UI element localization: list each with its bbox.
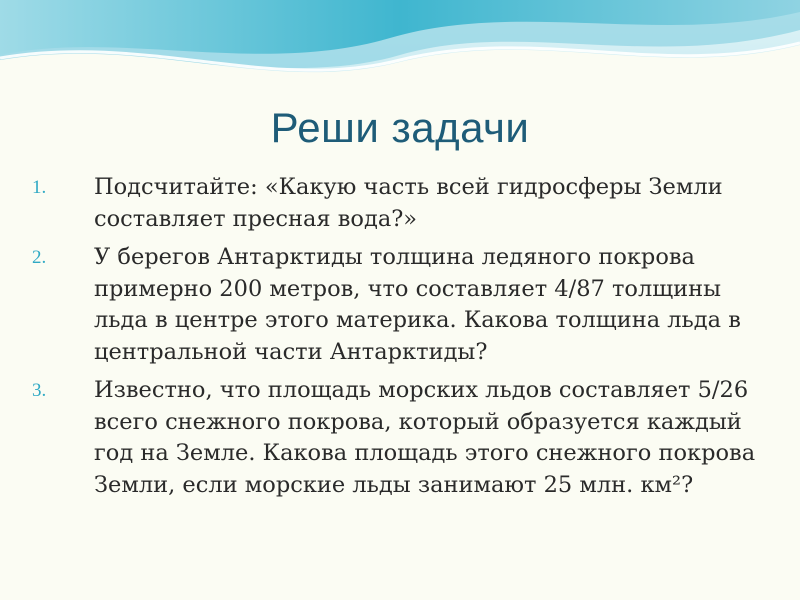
item-number: 2.	[32, 247, 47, 268]
slide-title: Реши задачи	[270, 104, 530, 151]
item-text: Известно, что площадь морских льдов составляет 5/26 всего снежного покрова, который образуется каждый год на Земле. Какова площадь этого снежного покрова Земли, если морские льды занимают 25 млн. км²?	[94, 377, 756, 498]
task-list	[32, 172, 772, 508]
list-item	[32, 172, 772, 235]
item-text: Подсчитайте: «Какую часть всей гидросферы Земли составляет пресная вода?»	[94, 174, 723, 232]
item-number: 1.	[32, 177, 47, 198]
list-item	[32, 375, 772, 501]
decorative-wave-banner	[0, 0, 800, 110]
item-text: У берегов Антарктиды толщина ледяного покрова примерно 200 метров, что составляет 4/87 толщины льда в центре этого материка. Какова толщина льда в центральной части Антарктиды?	[94, 244, 741, 365]
item-number: 3.	[32, 380, 47, 401]
list-item	[32, 242, 772, 368]
